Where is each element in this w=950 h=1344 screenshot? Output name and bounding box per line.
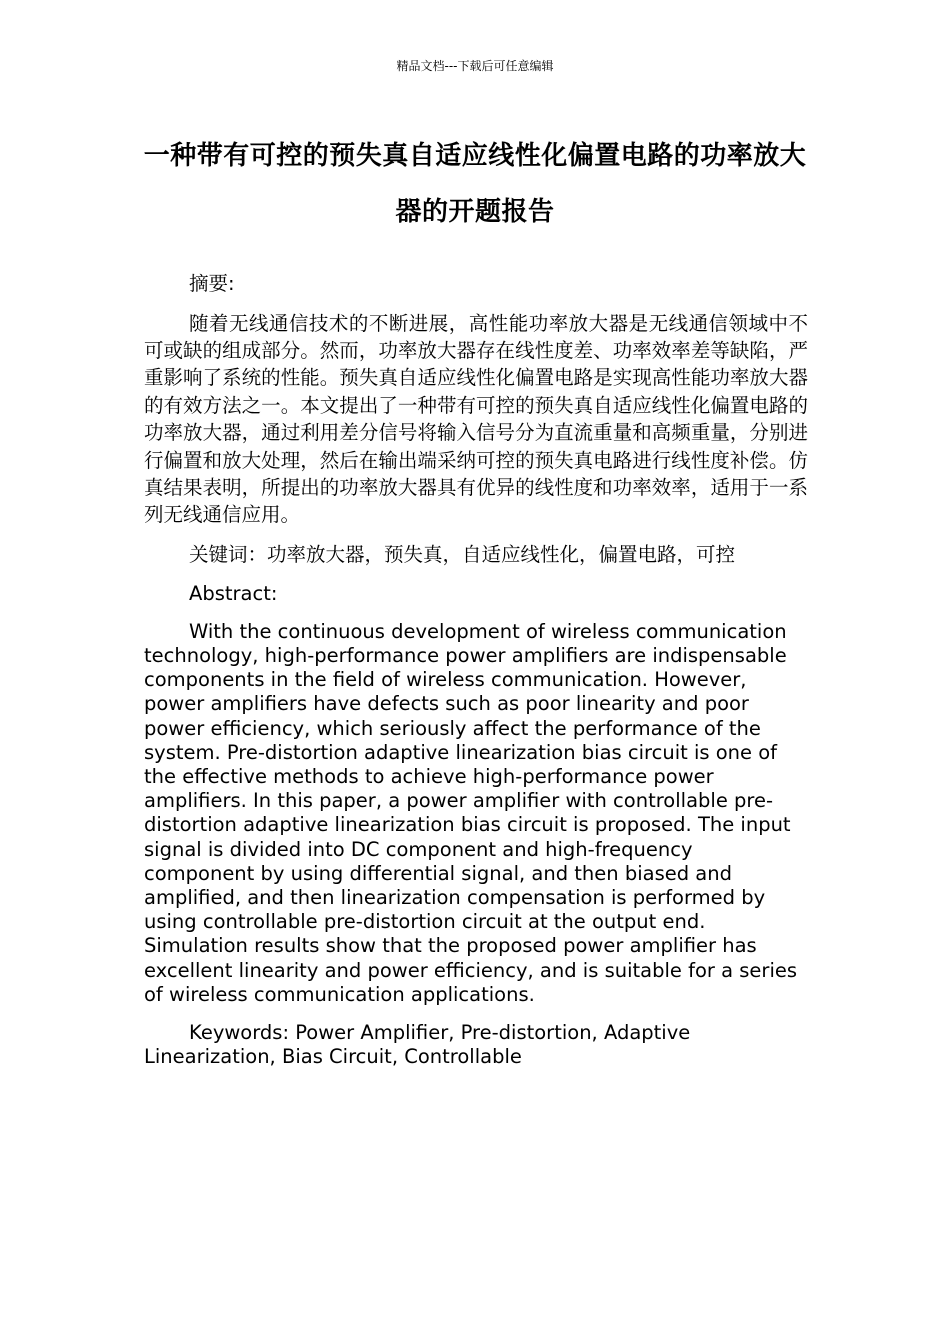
abstract-cn-text: 随着无线通信技术的不断进展，高性能功率放大器是无线通信领域中不可或缺的组成部分。然而，功率放大器存在线性度差、功率效率差等缺陷，严重影响了系统的性能。预失真自适应线性化偏置电路是实现高性能功率放大器的有效方法之一。本文提出了一种带有可控的预失真自适应线性化偏置电路的功率放大器，通过利用差分信号将输入信号分为直流重量和高频重量，分别进行偏置和放大处理，然后在输出端采纳可控的预失真电路进行线性度补偿。仿真结果表明，所提出的功率放大器具有优异的线性度和功率效率，适用于一系列无线通信应用。 <box>144 311 808 527</box>
abstract-en-text: With the continuous development of wireless communication technology, high-performance power amplifiers are indispensable components in the field of wireless communication. However, power amplifiers have defects such as poor linearity and poor power efficiency, which seriously affect the performance of the system. Pre-distortion adaptive linearization bias circuit is one of the effective methods to achieve high-performance power amplifiers. In this paper, a power amplifier with controllable pre-distortion adaptive linearization bias circuit is proposed. The input signal is divided into DC component and high-frequency component by using differential signal, and then biased and amplified, and then linearization compensation is performed by using controllable pre-distortion circuit at the output end. Simulation results show that the proposed power amplifier has excellent linearity and power efficiency, and is suitable for a series of wireless communication applications. <box>144 619 798 1006</box>
abstract-cn-label: 摘要: <box>189 272 235 295</box>
document-body <box>144 270 808 1083</box>
document-title: 一种带有可控的预失真自适应线性化偏置电路的功率放大器的开题报告 <box>143 141 807 227</box>
header-note: 精品文档---下载后可任意编辑 <box>396 59 554 73</box>
keywords-cn: 关键词：功率放大器，预失真，自适应线性化，偏置电路，可控 <box>189 542 736 566</box>
abstract-en-label: Abstract: <box>189 582 278 606</box>
keywords-en: Keywords: Power Amplifier, Pre-distortion, Adaptive Linearization, Bias Circuit, Controllable <box>144 1021 691 1069</box>
